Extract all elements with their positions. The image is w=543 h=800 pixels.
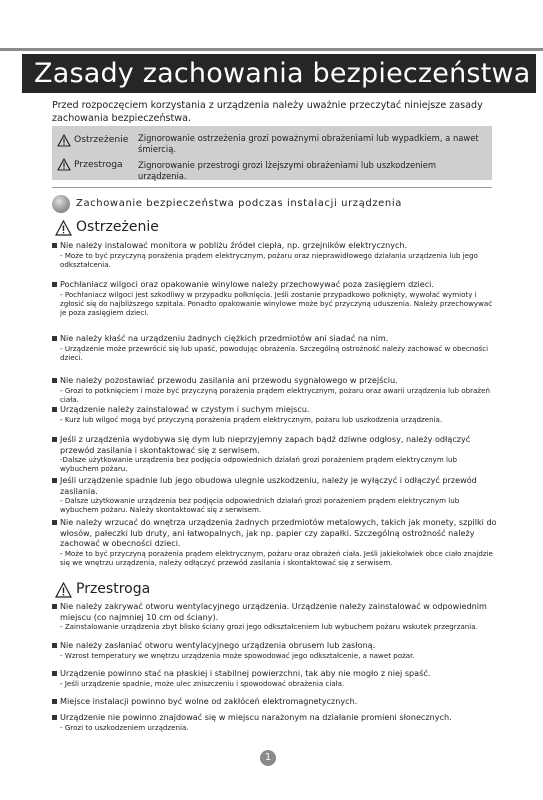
legend-text-caution: Zignorowanie przestrogi grozi lżejszymi obrażeniami lub uszkodzeniem urządzenia. [138, 160, 437, 181]
caution-item [52, 668, 497, 688]
warning-triangle-icon [55, 220, 72, 236]
legend-label-caution: Przestroga [74, 159, 123, 170]
item-note-text: -Dalsze użytkowanie urządzenia bez podjęcia odpowiednich działań grozi porażeniem prądem elektrycznym lub wybuchem pożaru. [60, 455, 457, 474]
square-bullet-icon [52, 336, 57, 341]
warning-item [52, 375, 497, 404]
item-main-text: Nie należy wrzucać do wnętrza urządzenia żadnych przedmiotów metalowych, takich jak monety, szpilki do włosów, pałeczki lub druty, ani łatwopalnych, jak np. papier czy zapałki. Szczególną ostrożność należy zachować w obecności dzieci. [60, 517, 497, 549]
square-bullet-icon [52, 715, 57, 720]
section-heading-text: Zachowanie bezpieczeństwa podczas instalacji urządzenia [76, 198, 402, 209]
warning-heading-text: Ostrzeżenie [76, 219, 159, 235]
item-note-text: - Dalsze użytkowanie urządzenia bez podjęcia odpowiednich działań grozi porażeniem prądem elektrycznym lub wybuchem pożaru. Należy skontaktować się z serwisem. [60, 496, 460, 515]
square-bullet-icon [52, 243, 57, 248]
page-number: 1 [260, 750, 276, 766]
warning-item [52, 404, 497, 424]
item-main-text: Nie należy zasłaniać otworu wentylacyjnego urządzenia obrusem lub zasłoną. [60, 640, 376, 650]
top-rule [0, 48, 543, 51]
warning-item [52, 475, 497, 515]
warning-item [52, 240, 497, 269]
item-main-text: Urządzenie powinno stać na płaskiej i stabilnej powierzchni, tak aby nie mogło z niej spaść. [60, 668, 431, 678]
item-note-text: - Jeśli urządzenie spadnie, może ulec zniszczeniu i spowodować obrażenia ciała. [60, 678, 345, 688]
item-main-text: Nie należy zakrywać otworu wentylacyjnego urządzenia. Urządzenie należy zainstalować w odpowiednim miejscu (co najmniej 10 cm od ściany). [60, 601, 487, 622]
square-bullet-icon [52, 604, 57, 609]
item-note-text: - Może to być przyczyną porażenia prądem elektrycznym, pożaru oraz nieprawidłowego działania urządzenia lub jego odkształcenia. [60, 250, 478, 269]
caution-triangle-icon [55, 582, 72, 598]
caution-item [52, 696, 497, 707]
legend-text-warning: Zignorowanie ostrzeżenia grozi poważnymi obrażeniami lub wypadkiem, a nawet śmiercią. [138, 133, 479, 154]
caution-item [52, 601, 497, 631]
item-main-text: Urządzenie nie powinno znajdować się w miejscu narażonym na działanie promieni słonecznych. [60, 712, 452, 722]
caution-item [52, 640, 497, 660]
warning-item [52, 279, 497, 317]
caution-item [52, 712, 497, 732]
warning-item [52, 517, 497, 567]
item-note-text: - Grozi to uszkodzeniem urządzenia. [60, 722, 189, 732]
warning-item [52, 434, 497, 474]
page-title: Zasady zachowania bezpieczeństwa [22, 54, 536, 93]
item-note-text: - Urządzenie może przewrócić się lub upaść, powodując obrażenia. Szczególną ostrożność należy zachować w obecności dzieci. [60, 343, 489, 362]
legend-box [52, 126, 492, 180]
item-main-text: Nie należy pozostawiać przewodu zasilania ani przewodu sygnałowego w przejściu. [60, 375, 398, 385]
item-note-text: - Grozi to potknięciem i może być przyczyną porażenia prądem elektrycznym, pożaru oraz awarii urządzenia lub obrażeń ciała. [60, 385, 490, 404]
section-divider [52, 187, 492, 188]
item-main-text: Jeśli z urządzenia wydobywa się dym lub nieprzyjemny zapach bądź dziwne odgłosy, należy odłączyć przewód zasilania i skontaktować się z serwisem. [60, 434, 471, 455]
round-bullet-icon [52, 195, 70, 213]
item-note-text: - Wzrost temperatury we wnętrzu urządzenia może spowodować jego odkształcenie, a nawet pożar. [60, 650, 415, 660]
item-note-text: - Zainstalowanie urządzenia zbyt blisko ściany grozi jego odkształceniem lub wybuchem pożaru wskutek przegrzania. [60, 622, 478, 632]
caution-heading-text: Przestroga [76, 581, 151, 597]
warning-item [52, 333, 497, 362]
legend-label-warning: Ostrzeżenie [74, 134, 129, 145]
square-bullet-icon [52, 407, 57, 412]
caution-triangle-icon [57, 158, 71, 171]
square-bullet-icon [52, 478, 57, 483]
item-note-text: - Pochłaniacz wilgoci jest szkodliwy w przypadku połknięcia. Jeśli zostanie przypadkowo połknięty, wywołać wymioty i zgłosić się do najbliższego szpitala. Ponadto opakowanie winylowe może być przyczyną uduszenia. Należy przechowywać je poza zasięgiem dzieci. [60, 289, 493, 317]
item-main-text: Nie należy kłaść na urządzeniu żadnych ciężkich przedmiotów ani siadać na nim. [60, 333, 389, 343]
item-main-text: Nie należy instalować monitora w pobliżu źródeł ciepła, np. grzejników elektrycznych. [60, 240, 408, 250]
item-note-text: - Kurz lub wilgoć mogą być przyczyną porażenia prądem elektrycznym, pożaru lub uszkodzenia urządzenia. [60, 414, 443, 424]
item-main-text: Pochłaniacz wilgoci oraz opakowanie winylowe należy przechowywać poza zasięgiem dzieci. [60, 279, 434, 289]
item-note-text: - Może to być przyczyną porażenia prądem elektrycznym, pożaru oraz obrażeń ciała. Jeśli jakiekolwiek obce ciało znajdzie się we wnętrzu urządzenia, należy odłączyć przewód zasilania i skontaktować się z serwisem. [60, 548, 493, 567]
square-bullet-icon [52, 671, 57, 676]
item-main-text: Urządzenie należy zainstalować w czystym i suchym miejscu. [60, 404, 310, 414]
square-bullet-icon [52, 699, 57, 704]
item-main-text: Miejsce instalacji powinno być wolne od zakłóceń elektromagnetycznych. [60, 696, 358, 706]
square-bullet-icon [52, 378, 57, 383]
square-bullet-icon [52, 520, 57, 525]
square-bullet-icon [52, 282, 57, 287]
item-main-text: Jeśli urządzenie spadnie lub jego obudowa ulegnie uszkodzeniu, należy je wyłączyć i odłączyć przewód zasilania. [60, 475, 477, 496]
intro-text: Przed rozpoczęciem korzystania z urządzenia należy uważnie przeczytać niniejsze zasady zachowania bezpieczeństwa. [52, 100, 483, 124]
square-bullet-icon [52, 437, 57, 442]
square-bullet-icon [52, 643, 57, 648]
warning-triangle-icon [57, 134, 71, 147]
